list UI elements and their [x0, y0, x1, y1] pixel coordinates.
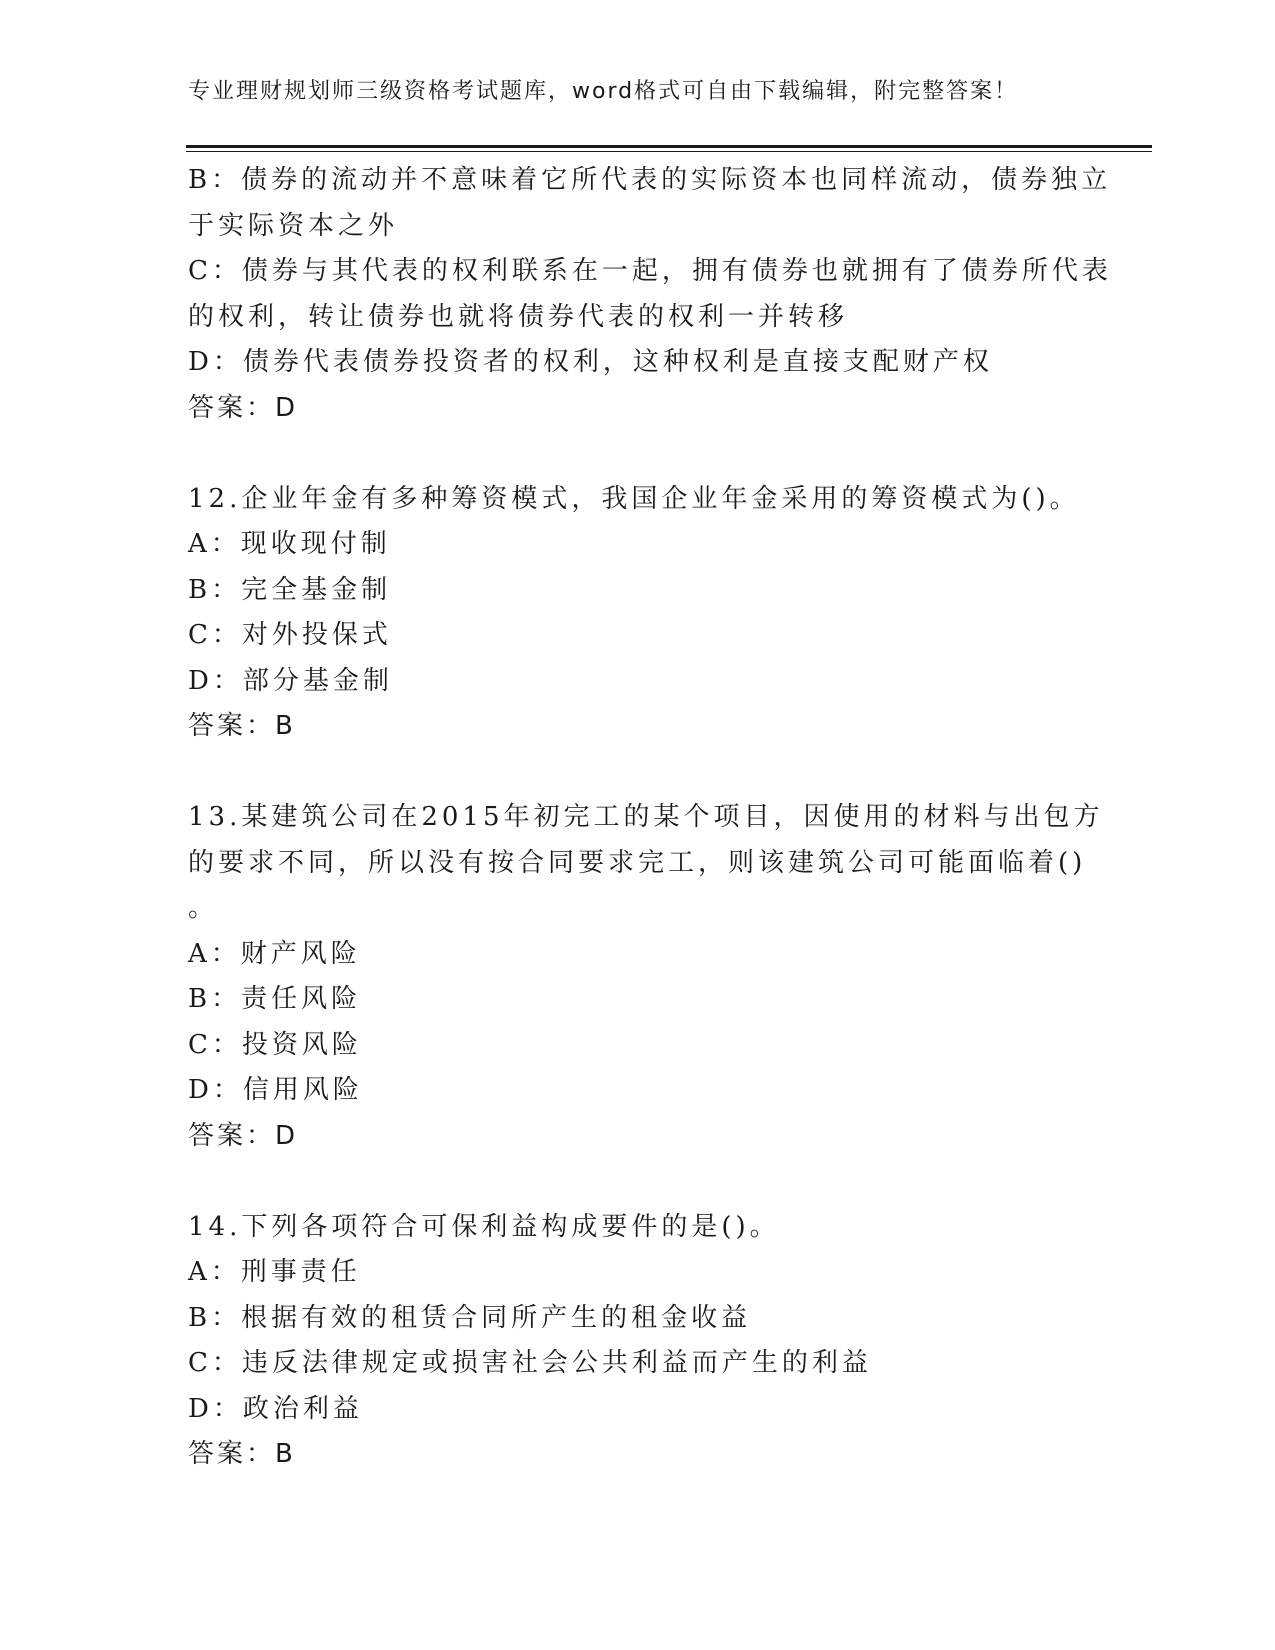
option-d: D：债券代表债券投资者的权利，这种权利是直接支配财产权 — [188, 347, 993, 377]
answer: 答案：D — [188, 392, 299, 423]
header-text: 专业理财规划师三级资格考试题库，word格式可自由下载编辑，附完整答案！ — [188, 79, 1019, 104]
header-rule-thin — [186, 151, 1152, 152]
question-stem: 14.下列各项符合可保利益构成要件的是()。 — [188, 1211, 780, 1242]
option-b-line2: 于实际资本之外 — [188, 210, 399, 241]
answer: 答案：B — [188, 1439, 296, 1469]
header-rule-thick — [186, 145, 1152, 148]
option-b: B：根据有效的租赁合同所产生的租金收益 — [188, 1302, 752, 1333]
option-d: D：信用风险 — [188, 1075, 363, 1105]
spacer — [188, 750, 1088, 796]
question-content — [188, 158, 1112, 1478]
spacer — [188, 1159, 1088, 1205]
answer: 答案：B — [188, 711, 296, 741]
spacer — [188, 431, 1088, 477]
option-b-line1: B：债券的流动并不意味着它所代表的实际资本也同样流动，债券独立 — [188, 165, 1112, 195]
question-stem-line3: 。 — [188, 893, 219, 923]
option-c-line1: C：债券与其代表的权利联系在一起，拥有债券也就拥有了债券所代表 — [188, 256, 1112, 286]
question-stem-line1: 13.某建筑公司在2015年初完工的某个项目，因使用的材料与出包方 — [188, 802, 1104, 832]
option-c: C：对外投保式 — [188, 620, 392, 650]
option-c-line2: 的权利，转让债券也就将债券代表的权利一并转移 — [188, 301, 849, 332]
option-a: A：财产风险 — [188, 938, 361, 969]
option-a: A：现收现付制 — [188, 529, 391, 559]
option-d: D：政治利益 — [188, 1393, 363, 1424]
question-14 — [188, 1205, 1088, 1478]
question-11 — [188, 158, 1112, 431]
option-b: B：完全基金制 — [188, 574, 392, 605]
option-c: C：投资风险 — [188, 1029, 362, 1060]
answer: 答案：D — [188, 1120, 299, 1151]
question-12 — [188, 477, 1088, 750]
option-a: A：刑事责任 — [188, 1257, 361, 1287]
option-b: B：责任风险 — [188, 984, 362, 1014]
question-13 — [188, 795, 1104, 1159]
question-stem: 12.企业年金有多种筹资模式，我国企业年金采用的筹资模式为()。 — [188, 483, 1080, 514]
option-d: D：部分基金制 — [188, 665, 393, 696]
question-stem-line2: 的要求不同，所以没有按合同要求完工，则该建筑公司可能面临着() — [188, 847, 1087, 878]
option-c: C：违反法律规定或损害社会公共利益而产生的利益 — [188, 1348, 872, 1378]
